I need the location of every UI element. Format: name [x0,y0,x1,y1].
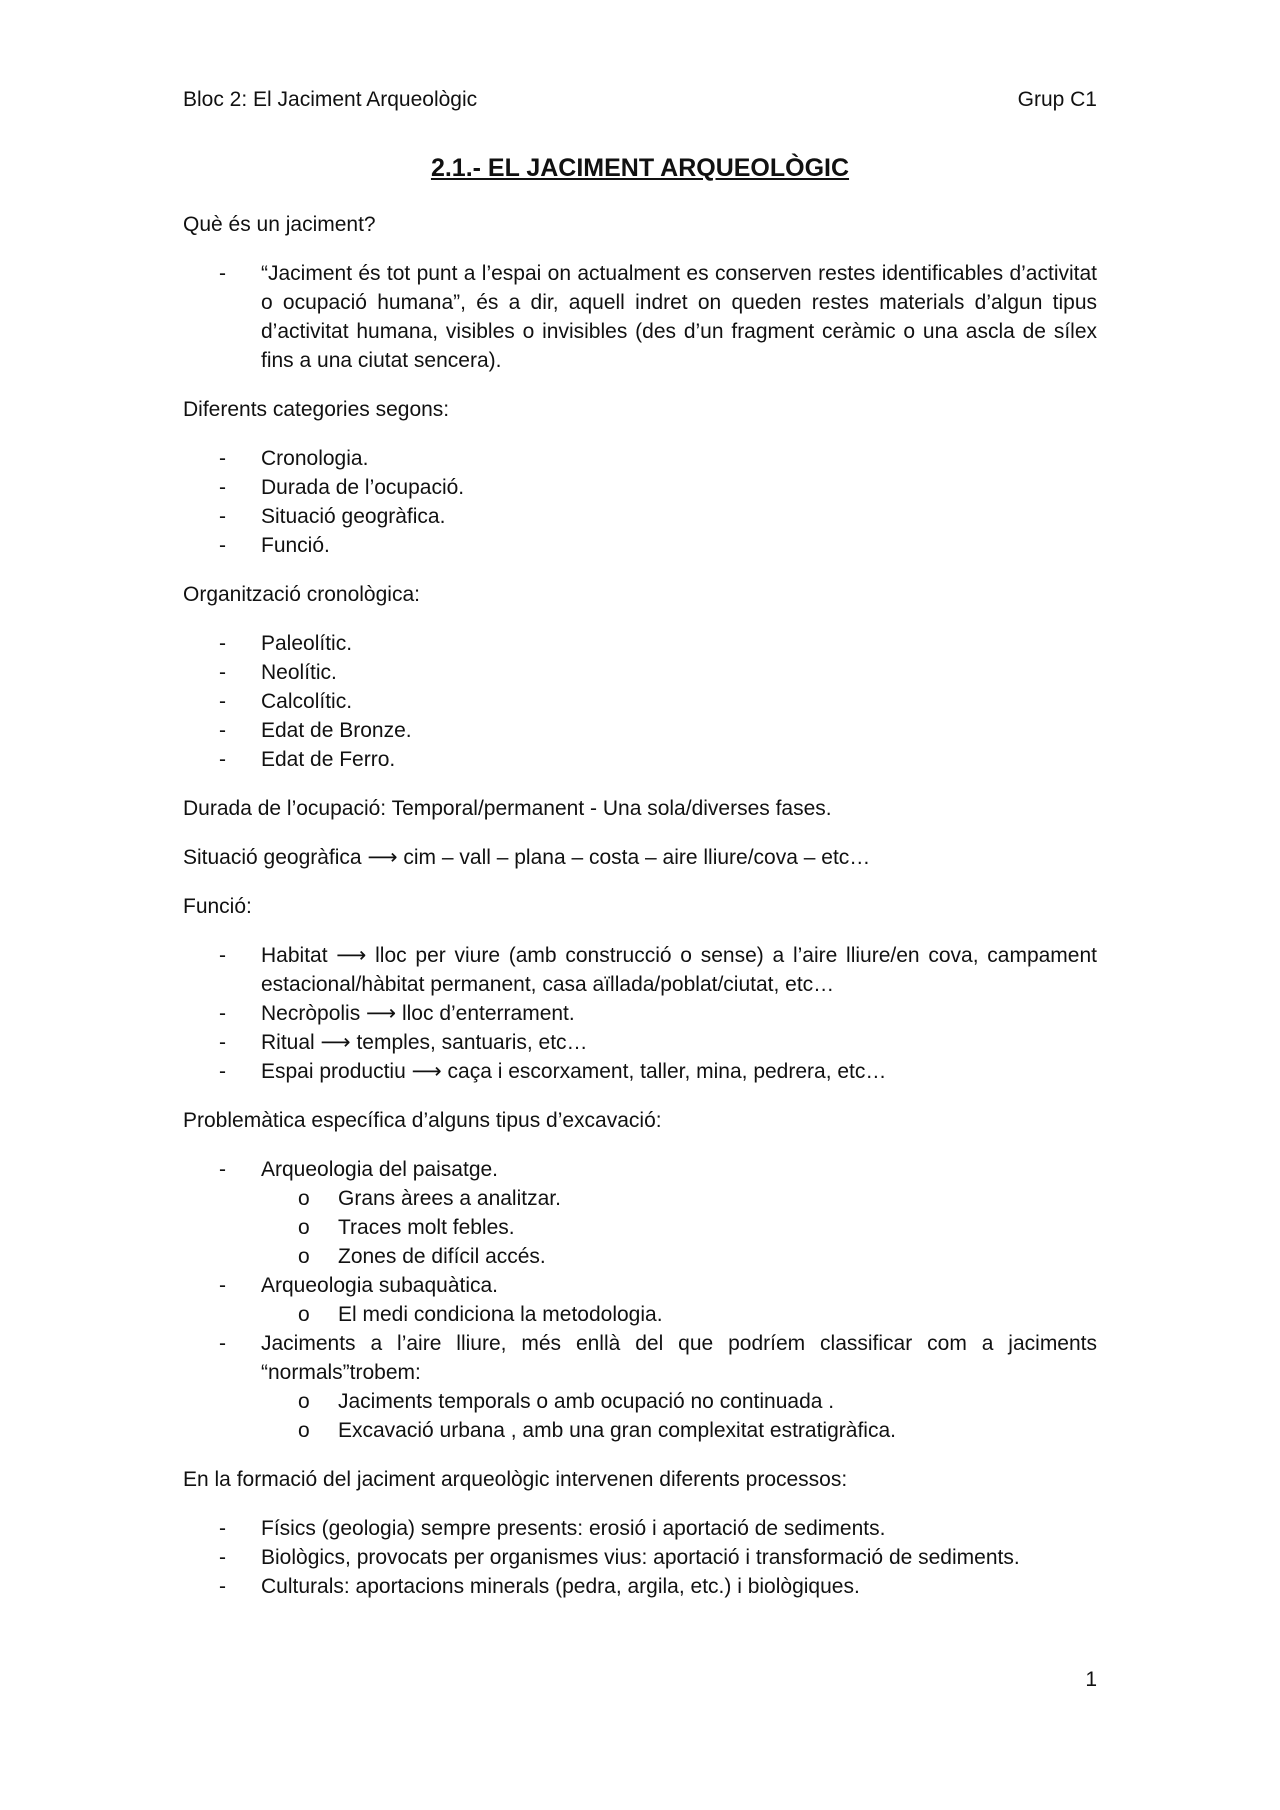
definition-heading: Què és un jaciment? [183,213,376,236]
list-item: - Habitat ⟶ lloc per viure (amb construcció o sense) a l’aire lliure/en cova, campament estacional/hàbitat permanent, casa aïllada/poblat/ciutat, etc… [219,944,1097,996]
list-item: - “Jaciment és tot punt a l’espai on actualment es conserven restes identificables d’activitat o ocupació humana”, és a dir, aquell indret on queden restes materials d’algun tipus d’activitat humana, visibles o invisibles (des d’un fragment ceràmic o una ascla de sílex fins a una ciutat sencera). [183,259,1097,375]
list-item: - Paleolític. [219,632,353,655]
sub-list-item: o Grans àrees a analitzar. [298,1187,561,1210]
landscape-sublist [261,1184,1097,1271]
header-right: Grup C1 [1017,88,1097,111]
duration-paragraph: Durada de l’ocupació: Temporal/permanent - Una sola/diverses fases. [183,797,832,820]
sub-list-item: o Traces molt febles. [298,1216,515,1239]
geography-paragraph: Situació geogràfica ⟶ cim – vall – plana – costa – aire lliure/cova – etc… [183,846,871,869]
categories-list [183,444,1097,560]
sub-list-item: o Zones de difícil accés. [298,1245,546,1268]
list-item: - Arqueologia del paisatge. o Grans àrees a analitzar. o Traces molt febles. o Zones de difícil accés. [183,1155,1097,1271]
list-item: - Cronologia. [219,447,369,470]
list-item: - Físics (geologia) sempre presents: erosió i aportació de sediments. [219,1517,886,1540]
page-title: 2.1.- EL JACIMENT ARQUEOLÒGIC [430,154,850,182]
sub-list-item: o Excavació urbana , amb una gran complexitat estratigràfica. [298,1419,896,1442]
page-number: 1 [1085,1668,1097,1691]
sub-list-item: o Jaciments temporals o amb ocupació no continuada . [298,1390,835,1413]
list-item: - Jaciments a l’aire lliure, més enllà del que podríem classificar com a jaciments “normals”trobem: o Jaciments temporals o amb ocupació no continuada . o Excavació urbana , amb una gran complexitat estratigràfica. [183,1329,1097,1445]
list-item: - Neolític. [219,661,337,684]
list-item: - Arqueologia subaquàtica. o El medi condiciona la metodologia. [183,1271,1097,1329]
list-item: - Biològics, provocats per organismes vius: aportació i transformació de sediments. [219,1546,1020,1569]
dash-bullet: - [219,262,226,285]
list-item: - Ritual ⟶ temples, santuaris, etc… [219,1031,588,1054]
function-list [183,941,1097,1086]
problems-list [183,1155,1097,1445]
chronology-heading: Organització cronològica: [183,583,420,606]
categories-heading: Diferents categories segons: [183,398,450,421]
list-item: - Espai productiu ⟶ caça i escorxament, taller, mina, pedrera, etc… [219,1060,887,1083]
list-item: - Culturals: aportacions minerals (pedra, argila, etc.) i biològiques. [219,1575,860,1598]
chronology-list [183,629,1097,774]
definition-list [183,259,1097,375]
list-item: - Situació geogràfica. [219,505,446,528]
header-left: Bloc 2: El Jaciment Arqueològic [183,88,478,111]
list-item: - Edat de Bronze. [219,719,412,742]
function-heading: Funció: [183,895,252,918]
list-item: - Necròpolis ⟶ lloc d’enterrament. [219,1002,575,1025]
list-item: - Edat de Ferro. [219,748,396,771]
formation-heading: En la formació del jaciment arqueològic intervenen diferents processos: [183,1468,848,1491]
list-item: - Funció. [219,534,330,557]
sub-list-item: o El medi condiciona la metodologia. [298,1303,663,1326]
list-item: - Durada de l’ocupació. [219,476,465,499]
document-body [183,210,1097,1621]
underwater-sublist [261,1300,1097,1329]
list-item: - Calcolític. [219,690,353,713]
openair-sublist [261,1387,1097,1445]
formation-list [183,1514,1097,1601]
problems-heading: Problemàtica específica d’alguns tipus d’excavació: [183,1109,662,1132]
